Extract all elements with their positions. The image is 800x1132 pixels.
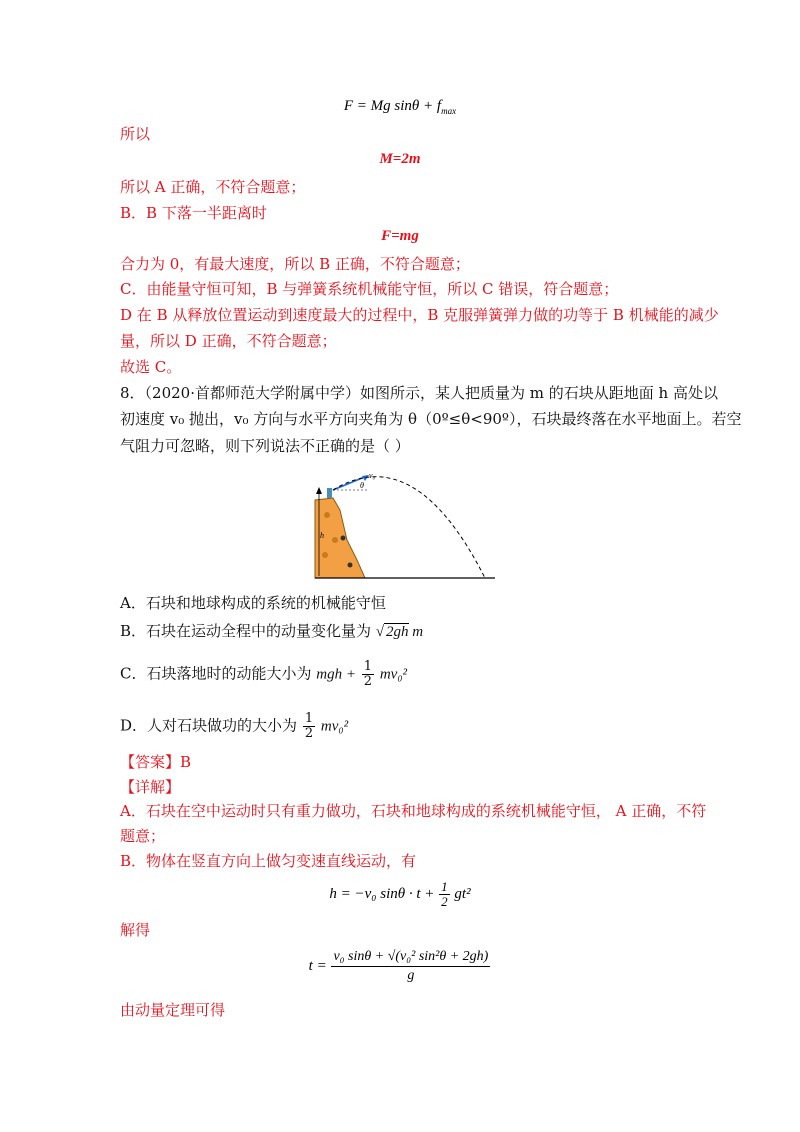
- sqrt-content: 2gh: [386, 624, 409, 640]
- rock-texture: [348, 563, 353, 568]
- text-line-D2: 量，所以 D 正确，不符合题意；: [120, 332, 337, 350]
- frac-den: 2: [441, 894, 448, 909]
- question-line-2: 初速度 v₀ 抛出，v₀ 方向与水平方向夹角为 θ（0º≤θ<90º），石块最终落在水平地面上。若空: [120, 410, 742, 428]
- detail-label: 【详解】: [120, 778, 181, 796]
- rock-texture: [341, 536, 346, 541]
- option-C-text: C．石块落地时的动能大小为: [120, 664, 312, 683]
- projectile-figure: [305, 470, 500, 585]
- option-D: [120, 712, 348, 741]
- projectile-diagram: [305, 470, 500, 585]
- text-suoyi-1: 所以: [120, 125, 151, 143]
- question-line-1: 8．（2020·首都师范大学附属中学）如图所示，某人把质量为 m 的石块从距地面 h 高处以: [120, 384, 718, 402]
- formula-text: F = Mg sinθ + f: [343, 98, 442, 114]
- rock-texture: [322, 552, 328, 558]
- formula-F-balance: [0, 98, 800, 116]
- label-v0: v₀: [369, 471, 376, 480]
- fraction-half: [362, 660, 374, 689]
- text-line-D1: D 在 B 从释放位置运动到速度最大的过程中，B 克服弹簧弹力做的功等于 B 机械能的减少: [120, 306, 719, 324]
- formula-F-mg: F=mg: [381, 228, 419, 244]
- formula-t: [0, 948, 800, 985]
- fraction-half: [439, 880, 450, 909]
- answer-A-line2: 题意；: [120, 827, 166, 845]
- mv0-squared: mv₀²: [320, 718, 349, 735]
- mv0-squared: mv₀²: [379, 666, 408, 683]
- frac-num: 1: [304, 711, 314, 726]
- text-line-heli: 合力为 0，有最大速度，所以 B 正确，不符合题意；: [120, 255, 470, 273]
- mgh-term: mgh +: [316, 666, 356, 683]
- option-D-text: D．人对石块做功的大小为: [120, 716, 298, 735]
- formula-h: [0, 880, 800, 909]
- option-B: [120, 621, 423, 642]
- text-line-B-title: B．B 下落一半距离时: [120, 204, 267, 222]
- mass-symbol: m: [412, 624, 424, 640]
- text-line-C: C．由能量守恒可知，B 与弹簧系统机械能守恒，所以 C 错误，符合题意；: [120, 280, 619, 298]
- option-C: [120, 660, 407, 689]
- option-B-text: B．石块在运动全程中的动量变化量为: [120, 622, 372, 640]
- person-figure: [327, 488, 332, 498]
- text-line-A: 所以 A 正确，不符合题意；: [120, 178, 306, 196]
- label-theta: θ: [360, 481, 364, 490]
- answer-A-line1: A．石块在空中运动时只有重力做功，石块和地球构成的系统机械能守恒， A 正确，不符: [120, 802, 707, 820]
- height-arrow-head: [316, 487, 322, 494]
- frac-t-den: g: [407, 968, 415, 983]
- fraction-half: [303, 712, 315, 741]
- formula-h-right: gt²: [454, 885, 471, 902]
- answer-label: 【答案】B: [120, 753, 192, 771]
- frac-num: 1: [441, 879, 448, 894]
- label-h: h: [320, 531, 324, 540]
- frac-den: 2: [363, 674, 373, 689]
- text-guxuan: 故选 C。: [120, 358, 182, 376]
- frac-num: 1: [363, 659, 373, 674]
- rock-texture: [332, 537, 338, 543]
- option-A: A．石块和地球构成的系统的机械能守恒: [120, 594, 386, 612]
- frac-t-num: v₀ sinθ + √(v₀² sin²θ + 2gh): [331, 948, 490, 967]
- formula-subscript: max: [441, 106, 457, 116]
- option-B-formula: √ 2gh m: [375, 624, 424, 640]
- frac-den: 2: [304, 726, 314, 741]
- text-last: 由动量定理可得: [120, 1001, 226, 1019]
- fraction-t: [331, 948, 490, 985]
- rock-texture: [324, 512, 330, 518]
- text-jiede: 解得: [120, 921, 151, 939]
- formula-h-left: h = −v₀ sinθ · t +: [329, 885, 435, 902]
- formula-M: M=2m: [379, 151, 421, 167]
- answer-B-line1: B．物体在竖直方向上做匀变速直线运动，有: [120, 852, 417, 870]
- question-line-3: 气阻力可忽略，则下列说法不正确的是（ ）: [120, 437, 410, 455]
- formula-t-left: t =: [308, 957, 327, 974]
